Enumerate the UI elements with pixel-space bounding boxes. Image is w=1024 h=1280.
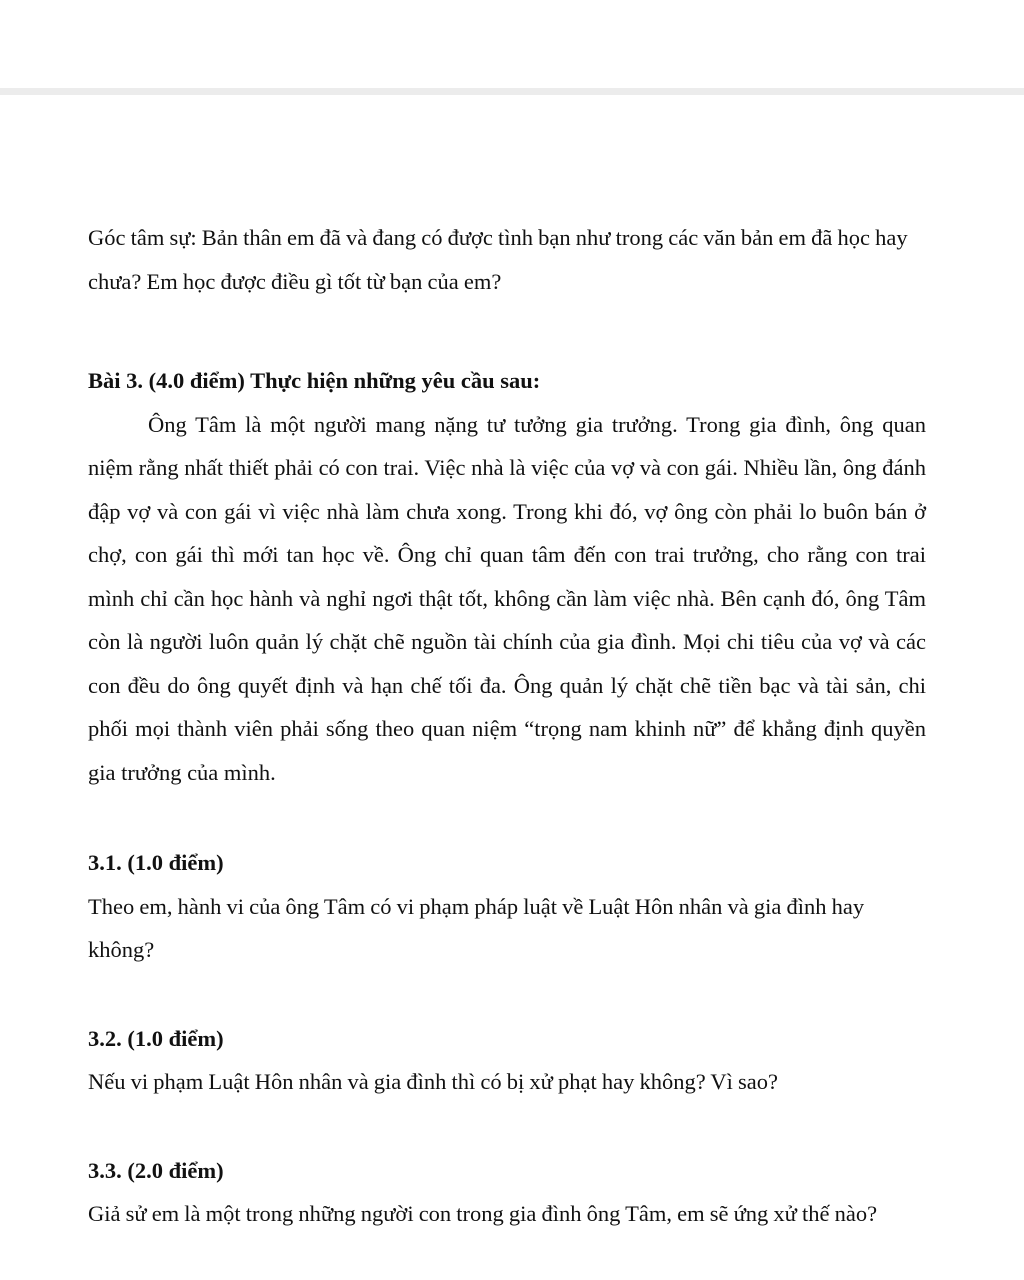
question-block [88, 841, 926, 972]
question-heading: 3.1. (1.0 điểm) [88, 850, 224, 875]
exercise-title: Bài 3. (4.0 điểm) Thực hiện những yêu cầu sau: [88, 368, 541, 393]
page-divider [0, 88, 1024, 95]
question-block [88, 1017, 926, 1104]
top-margin [0, 0, 1024, 88]
question-text: Nếu vi phạm Luật Hôn nhân và gia đình thì có bị xử phạt hay không? Vì sao? [88, 1069, 779, 1094]
spacer [88, 1104, 926, 1149]
question-heading: 3.2. (1.0 điểm) [88, 1025, 224, 1051]
spacer [88, 972, 926, 1017]
exercise-passage: Ông Tâm là một người mang nặng tư tưởng gia trưởng. Trong gia đình, ông quan niệm rằng nhất thiết phải có con trai. Việc nhà là việc của vợ và con gái. Nhiều lần, ông đánh đập vợ và con gái vì việc nhà làm chưa xong. Trong khi đó, vợ ông còn phải lo buôn bán ở chợ, con gái thì mới tan học về. Ông chỉ quan tâm đến con trai trưởng, cho rằng con trai mình chỉ cần học hành và nghỉ ngơi thật tốt, không cần làm việc nhà. Bên cạnh đó, ông Tâm còn là người luôn quản lý chặt chẽ nguồn tài chính của gia đình. Mọi chi tiêu của vợ và các con đều do ông quyết định và hạn chế tối đa. Ông quản lý chặt chẽ tiền bạc và tài sản, chi phối mọi thành viên phải sống theo quan niệm “trọng nam khinh nữ” để khẳng định quyền gia trưởng của mình. [88, 411, 926, 785]
spacer [88, 303, 926, 359]
question-text: Giả sử em là một trong những người con trong gia đình ông Tâm, em sẽ ứng xử thế nào? [88, 1201, 878, 1226]
document-page [88, 216, 926, 1236]
spacer [88, 794, 926, 841]
intro-paragraph: Góc tâm sự: Bản thân em đã và đang có được tình bạn như trong các văn bản em đã học hay chưa? Em học được điều gì tốt từ bạn của em? [88, 225, 908, 294]
question-block [88, 1149, 926, 1236]
question-heading: 3.3. (2.0 điểm) [88, 1157, 224, 1183]
question-text: Theo em, hành vi của ông Tâm có vi phạm pháp luật về Luật Hôn nhân và gia đình hay không? [88, 893, 865, 962]
